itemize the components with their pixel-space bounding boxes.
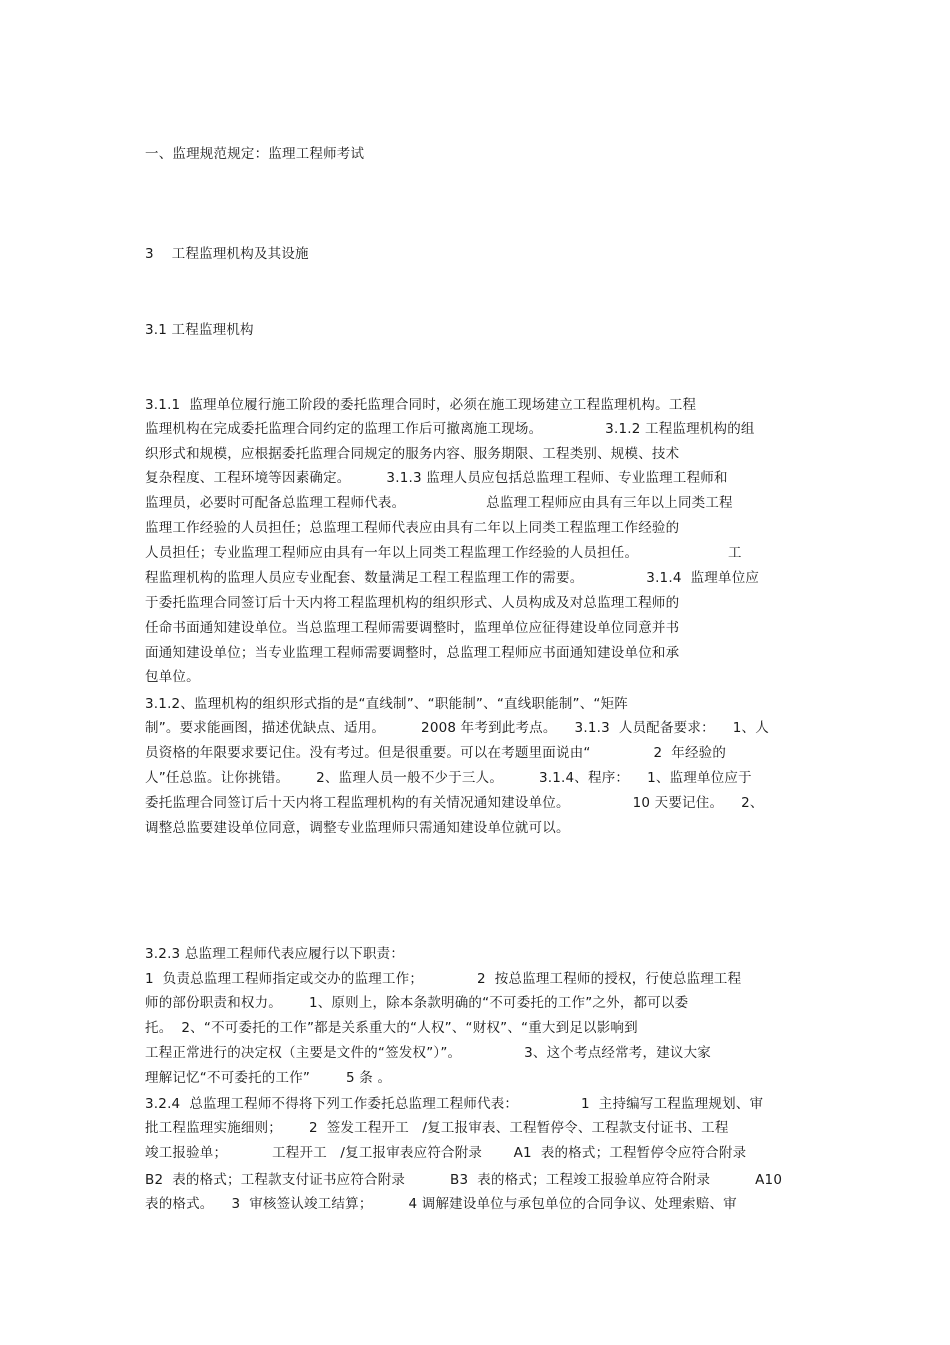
paragraph-1-line: 监理员，必要时可配备总监理工程师代表。 总监理工程师应由具有三年以上同类工程	[145, 495, 733, 511]
paragraph-2-line: 制”。要求能画图，描述优缺点、适用。 2008 年考到此考点。 3.1.3 人员配备要求： 1、人	[145, 720, 769, 736]
paragraph-4-line: 3.2.4 总监理工程师不得将下列工作委托总监理工程师代表： 1 主持编写工程监理规划、审	[145, 1096, 764, 1112]
paragraph-1-line: 包单位。	[145, 669, 200, 685]
paragraph-4-line: 批工程监理实施细则； 2 签发工程开工 /复工报审表、工程暂停令、工程款支付证书、工程	[145, 1120, 729, 1136]
paragraph-1-line: 人员担任；专业监理工程师应由具有一年以上同类工程监理工作经验的人员担任。 工	[145, 545, 742, 561]
paragraph-1-line: 监理工作经验的人员担任；总监理工程师代表应由具有二年以上同类工程监理工作经验的	[145, 520, 680, 536]
paragraph-2-line: 委托监理合同签订后十天内将工程监理机构的有关情况通知建设单位。 10 天要记住。 2、	[145, 795, 764, 811]
paragraph-4-line: 竣工报验单； 工程开工 /复工报审表应符合附录 A1 表的格式；工程暂停令应符合附录	[145, 1145, 747, 1161]
paragraph-3-line: 师的部份职责和权力。 1、原则上，除本条款明确的“不可委托的工作”之外，都可以委	[145, 995, 689, 1011]
paragraph-3-line: 工程正常进行的决定权（主要是文件的“签发权”）”。 3、这个考点经常考，建议大家	[145, 1045, 711, 1061]
paragraph-2-line: 人”任总监。让你挑错。 2、监理人员一般不少于三人。 3.1.4、程序： 1、监理单位应于	[145, 770, 752, 786]
paragraph-4-line: 表的格式。 3 审核签认竣工结算； 4 调解建设单位与承包单位的合同争议、处理索赔、审	[145, 1196, 737, 1212]
heading-1: 一、监理规范规定：监理工程师考试	[145, 146, 365, 162]
paragraph-1-line: 任命书面通知建设单位。当总监理工程师需要调整时，监理单位应征得建设单位同意并书	[145, 620, 680, 636]
heading-3: 3.1 工程监理机构	[145, 322, 254, 338]
heading-2: 3 工程监理机构及其设施	[145, 246, 309, 262]
paragraph-1-line: 复杂程度、工程环境等因素确定。 3.1.3 监理人员应包括总监理工程师、专业监理工程师和	[145, 470, 728, 486]
paragraph-1-line: 织形式和规模，应根据委托监理合同规定的服务内容、服务期限、工程类别、规模、技术	[145, 446, 680, 462]
paragraph-2-line: 3.1.2、监理机构的组织形式指的是“直线制”、“职能制”、“直线职能制”、“矩阵	[145, 696, 629, 712]
paragraph-1-line: 面通知建设单位；当专业监理工程师需要调整时，总监理工程师应书面通知建设单位和承	[145, 645, 680, 661]
paragraph-1-line: 程监理机构的监理人员应专业配套、数量满足工程工程监理工作的需要。 3.1.4 监理单位应	[145, 570, 760, 586]
paragraph-3-line: 托。 2、“不可委托的工作”都是关系重大的“人权”、“财权”、“重大到足以影响到	[145, 1020, 638, 1036]
paragraph-4-line: B2 表的格式；工程款支付证书应符合附录 B3 表的格式；工程竣工报验单应符合附录 A10	[145, 1172, 783, 1188]
paragraph-1-line: 3.1.1 监理单位履行施工阶段的委托监理合同时，必须在施工现场建立工程监理机构。工程	[145, 397, 697, 413]
paragraph-3-line: 理解记忆“不可委托的工作” 5 条 。	[145, 1070, 392, 1086]
paragraph-1-line: 于委托监理合同签订后十天内将工程监理机构的组织形式、人员构成及对总监理工程师的	[145, 595, 680, 611]
paragraph-2-line: 调整总监要建设单位同意，调整专业监理师只需通知建设单位就可以。	[145, 820, 570, 836]
paragraph-2-line: 员资格的年限要求要记住。没有考过。但是很重要。可以在考题里面说由“ 2 年经验的	[145, 745, 727, 761]
paragraph-3-line: 3.2.3 总监理工程师代表应履行以下职责：	[145, 946, 405, 962]
paragraph-1-line: 监理机构在完成委托监理合同约定的监理工作后可撤离施工现场。 3.1.2 工程监理机构的组	[145, 421, 755, 437]
paragraph-3-line: 1 负责总监理工程师指定或交办的监理工作； 2 按总监理工程师的授权，行使总监理工程	[145, 971, 742, 987]
